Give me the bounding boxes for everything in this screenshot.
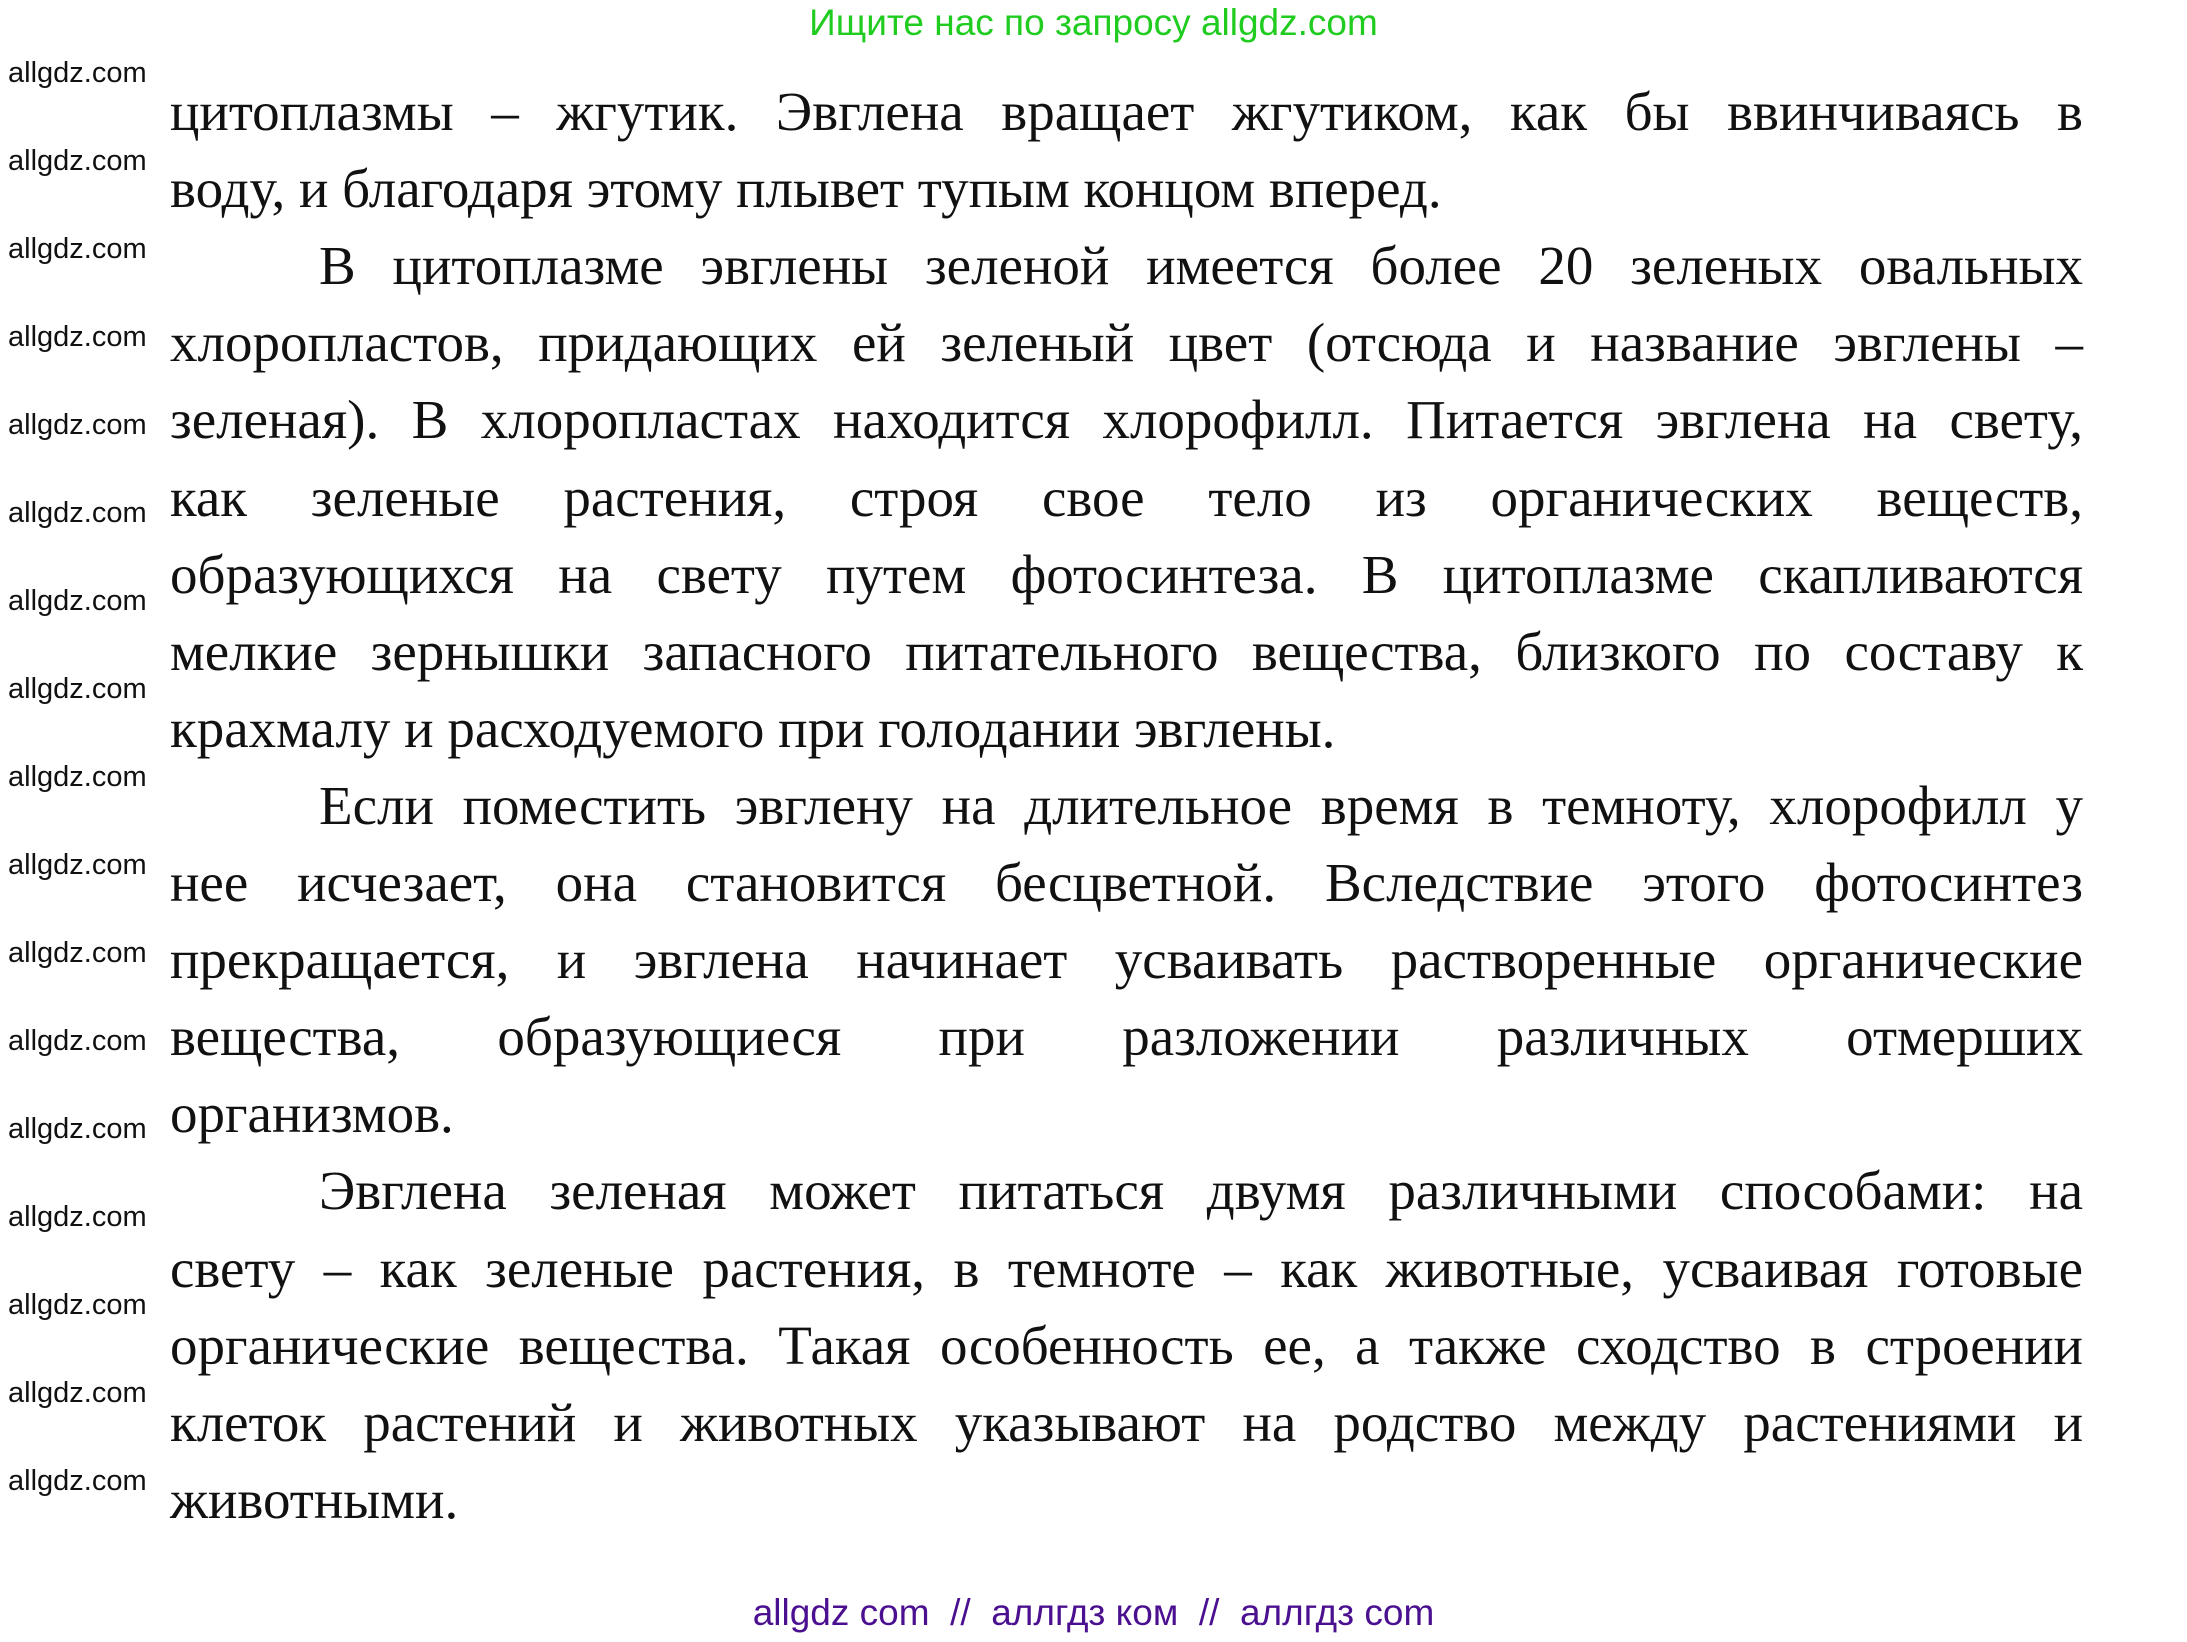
text-line: крахмалу и расходуемого при голодании эвглены. [170,697,1336,759]
watermark: allgdz.com [8,321,147,353]
text-line: органические вещества. Такая особенность ее, а также сходство в строении [170,1314,2083,1376]
text-line: зеленая). В хлоропластах находится хлорофилл. Питается эвглена на свету, [170,389,2083,451]
text-line: клеток растений и животных указывают на родство между растениями и [170,1391,2083,1453]
text-line: цитоплазмы – жгутик. Эвглена вращает жгутиком, как бы ввинчиваясь в [170,81,2083,142]
text-line: образующихся на свету путем фотосинтеза. В цитоплазме скапливаются [170,543,2083,605]
watermark: allgdz.com [8,1465,147,1497]
text-line: Если поместить эвглену на длительное время в темноту, хлорофилл у [319,774,2083,836]
text-line: нее исчезает, она становится бесцветной. Вследствие этого фотосинтез [170,852,2083,913]
watermark: allgdz.com [8,1113,147,1145]
watermark: allgdz.com [8,849,147,881]
watermark: allgdz.com [8,145,147,177]
text-line: мелкие зернышки запасного питательного вещества, близкого по составу к [170,620,2083,682]
watermark: allgdz.com [8,1025,147,1057]
watermark: allgdz.com [8,233,147,265]
watermark: allgdz.com [8,409,147,441]
text-line: организмов. [170,1083,454,1145]
watermark: allgdz.com [8,1289,147,1321]
watermark: allgdz.com [8,761,147,793]
watermark: allgdz.com [8,673,147,705]
text-line: как зеленые растения, строя свое тело из органических веществ, [170,466,2083,528]
text-line: свету – как зеленые растения, в темноте – как животные, усваивая готовые [170,1237,2083,1299]
text-line: воду, и благодаря этому плывет тупым концом вперед. [170,158,1442,220]
watermark: allgdz.com [8,1201,147,1233]
text-line: вещества, образующиеся при разложении различных отмерших [170,1006,2083,1068]
watermark: allgdz.com [8,585,147,617]
text-line: В цитоплазме эвглены зеленой имеется более 20 зеленых овальных [319,235,2083,297]
search-banner: Ищите нас по запросу allgdz.com [809,2,1378,43]
text-line: животными. [170,1468,459,1530]
watermark: allgdz.com [8,937,147,969]
watermark: allgdz.com [8,497,147,529]
text-line: Эвглена зеленая может питаться двумя различными способами: на [319,1160,2083,1222]
text-line: хлоропластов, придающих ей зеленый цвет (отсюда и название эвглены – [170,312,2083,374]
footer-banner: allgdz com // аллгдз ком // аллгдз com [752,1592,1435,1633]
watermark: allgdz.com [8,57,147,89]
watermark: allgdz.com [8,1377,147,1409]
text-line: прекращается, и эвглена начинает усваивать растворенные органические [170,929,2083,991]
